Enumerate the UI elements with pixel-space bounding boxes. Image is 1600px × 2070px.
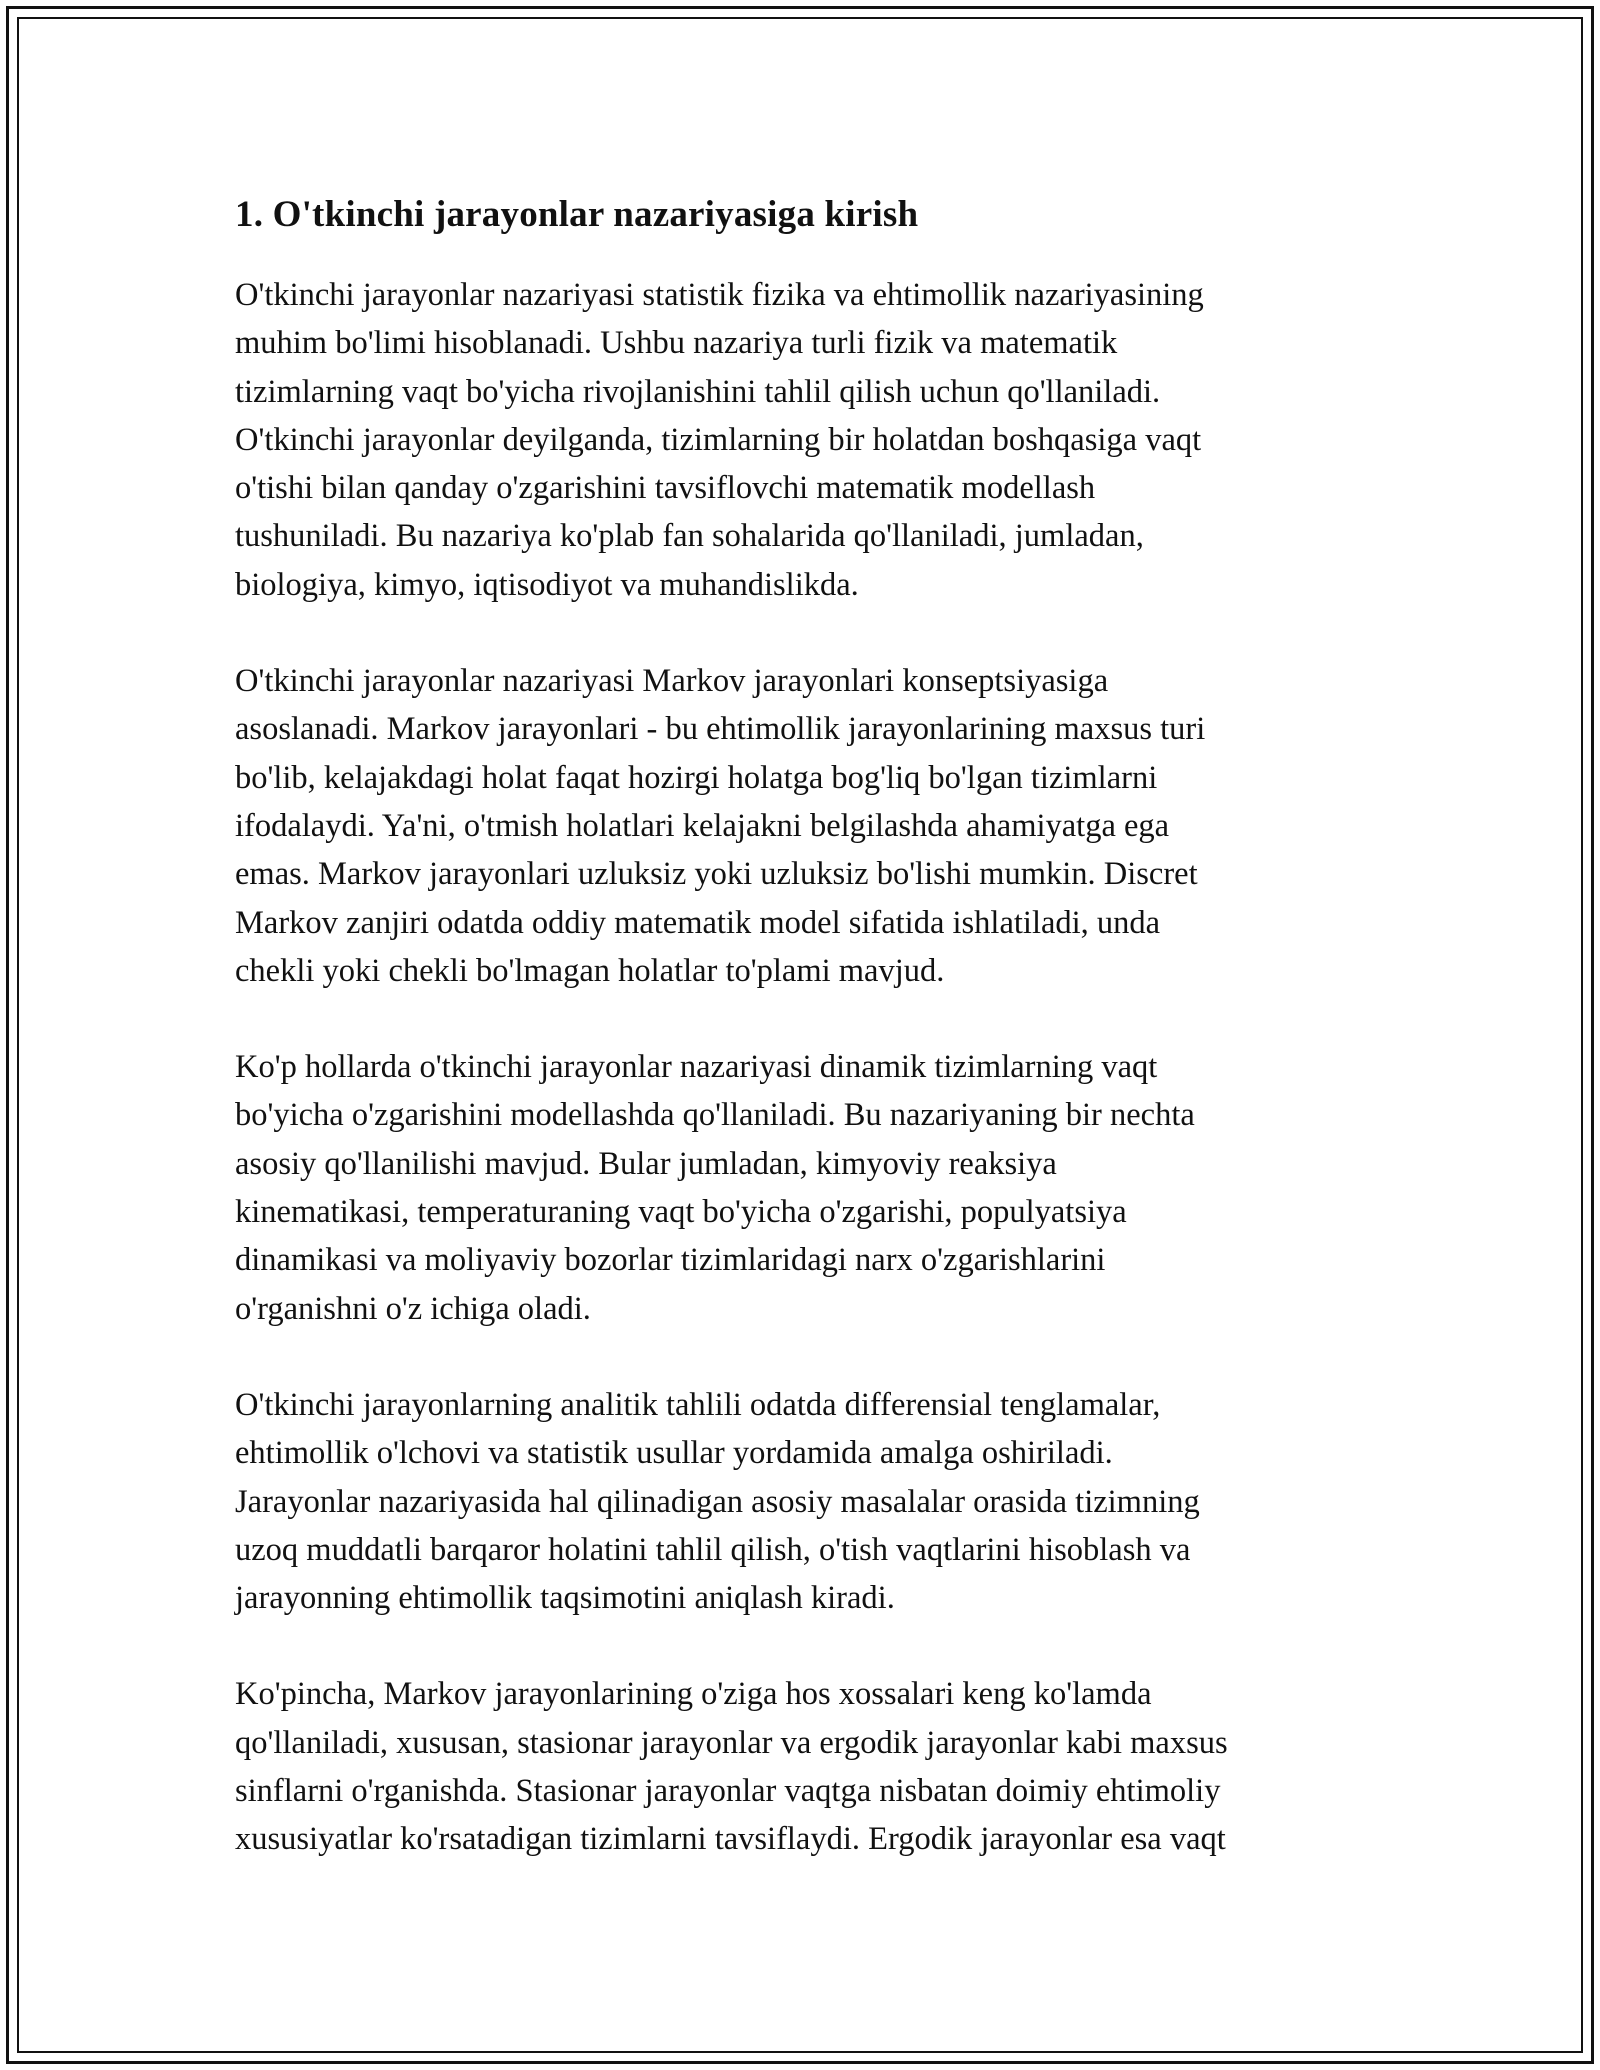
paragraph-line: O'tkinchi jarayonlar deyilganda, tizimlarning bir holatdan boshqasiga vaqt [235,421,1202,458]
paragraph-line: qo'llaniladi, xususan, stasionar jarayonlar va ergodik jarayonlar kabi maxsus [235,1724,1228,1761]
paragraph-4 [235,1381,1375,1622]
paragraph-2 [235,657,1375,995]
paragraph-line: tushuniladi. Bu nazariya ko'plab fan sohalarida qo'llaniladi, jumladan, [235,518,1144,555]
paragraph-line: sinflarni o'rganishda. Stasionar jarayonlar vaqtga nisbatan doimiy ehtimoliy [235,1773,1221,1810]
paragraph-line: Ko'p hollarda o'tkinchi jarayonlar nazariyasi dinamik tizimlarning vaqt [235,1049,1158,1086]
paragraph-line: ehtimollik o'lchovi va statistik usullar yordamida amalga oshiriladi. [235,1435,1113,1472]
paragraph-line: ifodalaydi. Ya'ni, o'tmish holatlari kelajakni belgilashda ahamiyatga ega [235,807,1170,844]
paragraph-line: bo'yicha o'zgarishini modellashda qo'llaniladi. Bu nazariyaning bir nechta [235,1097,1195,1134]
paragraph-line: Ko'pincha, Markov jarayonlarining o'ziga hos xossalari keng ko'lamda [235,1676,1152,1713]
paragraph-line: o'tishi bilan qanday o'zgarishini tavsiflovchi matematik modellash [235,470,1096,507]
paragraph-line: asosiy qo'llanilishi mavjud. Bular jumladan, kimyoviy reaksiya [235,1145,1057,1182]
paragraph-line: chekli yoki chekli bo'lmagan holatlar to'plami mavjud. [235,952,945,989]
paragraph-line: biologiya, kimyo, iqtisodiyot va muhandislikda. [235,566,859,603]
paragraph-line: bo'lib, kelajakdagi holat faqat hozirgi holatga bog'liq bo'lgan tizimlarni [235,759,1158,796]
paragraph-line: dinamikasi va moliyaviy bozorlar tizimlaridagi narx o'zgarishlarini [235,1242,1106,1279]
paragraph-line: Jarayonlar nazariyasida hal qilinadigan asosiy masalalar orasida tizimning [235,1483,1200,1520]
paragraph-5 [235,1670,1375,1863]
paragraph-line: asoslanadi. Markov jarayonlari - bu ehtimollik jarayonlarining maxsus turi [235,711,1206,748]
document-body [235,189,1375,1864]
paragraph-line: xususiyatlar ko'rsatadigan tizimlarni tavsiflaydi. Ergodik jarayonlar esa vaqt [235,1821,1226,1858]
paragraph-line: kinematikasi, temperaturaning vaqt bo'yicha o'zgarishi, populyatsiya [235,1194,1127,1231]
paragraph-line: O'tkinchi jarayonlarning analitik tahlili odatda differensial tenglamalar, [235,1386,1161,1423]
section-heading: 1. O'tkinchi jarayonlar nazariyasiga kirish [235,194,919,235]
paragraph-line: emas. Markov jarayonlari uzluksiz yoki uzluksiz bo'lishi mumkin. Discret [235,856,1198,893]
paragraph-line: o'rganishni o'z ichiga oladi. [235,1290,591,1327]
paragraph-1 [235,271,1375,609]
paragraph-line: tizimlarning vaqt bo'yicha rivojlanishini tahlil qilish uchun qo'llaniladi. [235,373,1161,410]
paragraph-line: Markov zanjiri odatda oddiy matematik model sifatida ishlatiladi, unda [235,904,1161,941]
paragraph-3 [235,1043,1375,1333]
paragraph-line: O'tkinchi jarayonlar nazariyasi statistik fizika va ehtimollik nazariyasining [235,277,1204,313]
paragraph-line: jarayonning ehtimollik taqsimotini aniqlash kiradi. [235,1580,895,1617]
paragraph-line: muhim bo'limi hisoblanadi. Ushbu nazariya turli fizik va matematik [235,325,1118,362]
paragraph-line: uzoq muddatli barqaror holatini tahlil qilish, o'tish vaqtlarini hisoblash va [235,1531,1191,1568]
paragraph-line: O'tkinchi jarayonlar nazariyasi Markov jarayonlari konseptsiyasiga [235,663,1109,700]
